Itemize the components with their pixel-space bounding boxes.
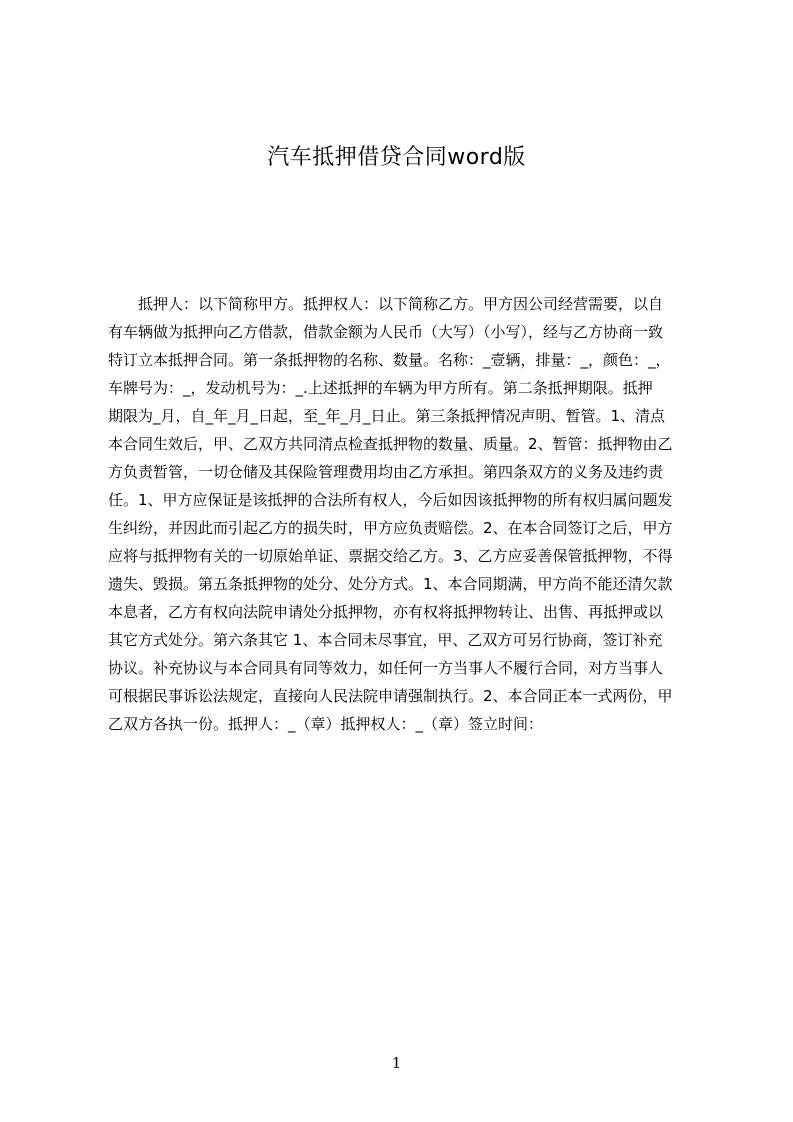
body-line: 期限为_月，自_年_月_日起，至_年_月_日止。第三条抵押情况声明、暂管。1、清点: [108, 407, 666, 425]
body-line: 有车辆做为抵押向乙方借款，借款金额为人民币（大写）（小写），经与乙方协商一致: [108, 323, 664, 341]
body-line: 乙双方各执一份。抵押人：_（章）抵押权人：_（章）签立时间：: [108, 715, 544, 733]
body-line: 任。1、甲方应保证是该抵押的合法所有权人，今后如因该抵押物的所有权归属问题发: [108, 491, 673, 509]
document-body: [108, 290, 698, 738]
body-line: 抵押人：以下简称甲方。抵押权人：以下简称乙方。甲方因公司经营需要，以自: [138, 295, 664, 313]
body-line: 可根据民事诉讼法规定，直接向人民法院申请强制执行。2、本合同正本一式两份，甲: [108, 687, 673, 705]
body-line: 本合同生效后，甲、乙双方共同清点检查抵押物的数量、质量。2、暂管：抵押物由乙: [108, 435, 673, 453]
body-line: 车牌号为：_，发动机号为：_.上述抵押的车辆为甲方所有。第二条抵押期限。抵押: [108, 379, 653, 397]
document-title: 汽车抵押借贷合同word版: [267, 145, 526, 170]
body-line: 本息者，乙方有权向法院申请处分抵押物，亦有权将抵押物转让、出售、再抵押或以: [108, 603, 664, 621]
body-line: 应将与抵押物有关的一切原始单证、票据交给乙方。3、乙方应妥善保管抵押物，不得: [108, 547, 673, 565]
body-line: 特订立本抵押合同。第一条抵押物的名称、数量。名称：_壹辆，排量：_，颜色：_，: [108, 351, 671, 369]
body-line: 生纠纷，并因此而引起乙方的损失时，甲方应负责赔偿。2、在本合同签订之后，甲方: [108, 519, 673, 537]
body-line: 其它方式处分。第六条其它 1、本合同未尽事宜，甲、乙双方可另行协商，签订补充: [108, 631, 663, 649]
body-line: 方负责暂管，一切仓储及其保险管理费用均由乙方承担。第四条双方的义务及违约责: [108, 463, 664, 481]
page-number: 1: [391, 1054, 402, 1072]
body-line: 遗失、毁损。第五条抵押物的处分、处分方式。1、本合同期满，甲方尚不能还清欠款: [108, 575, 673, 593]
body-line: 协议。补充协议与本合同具有同等效力，如任何一方当事人不履行合同，对方当事人: [108, 659, 664, 677]
